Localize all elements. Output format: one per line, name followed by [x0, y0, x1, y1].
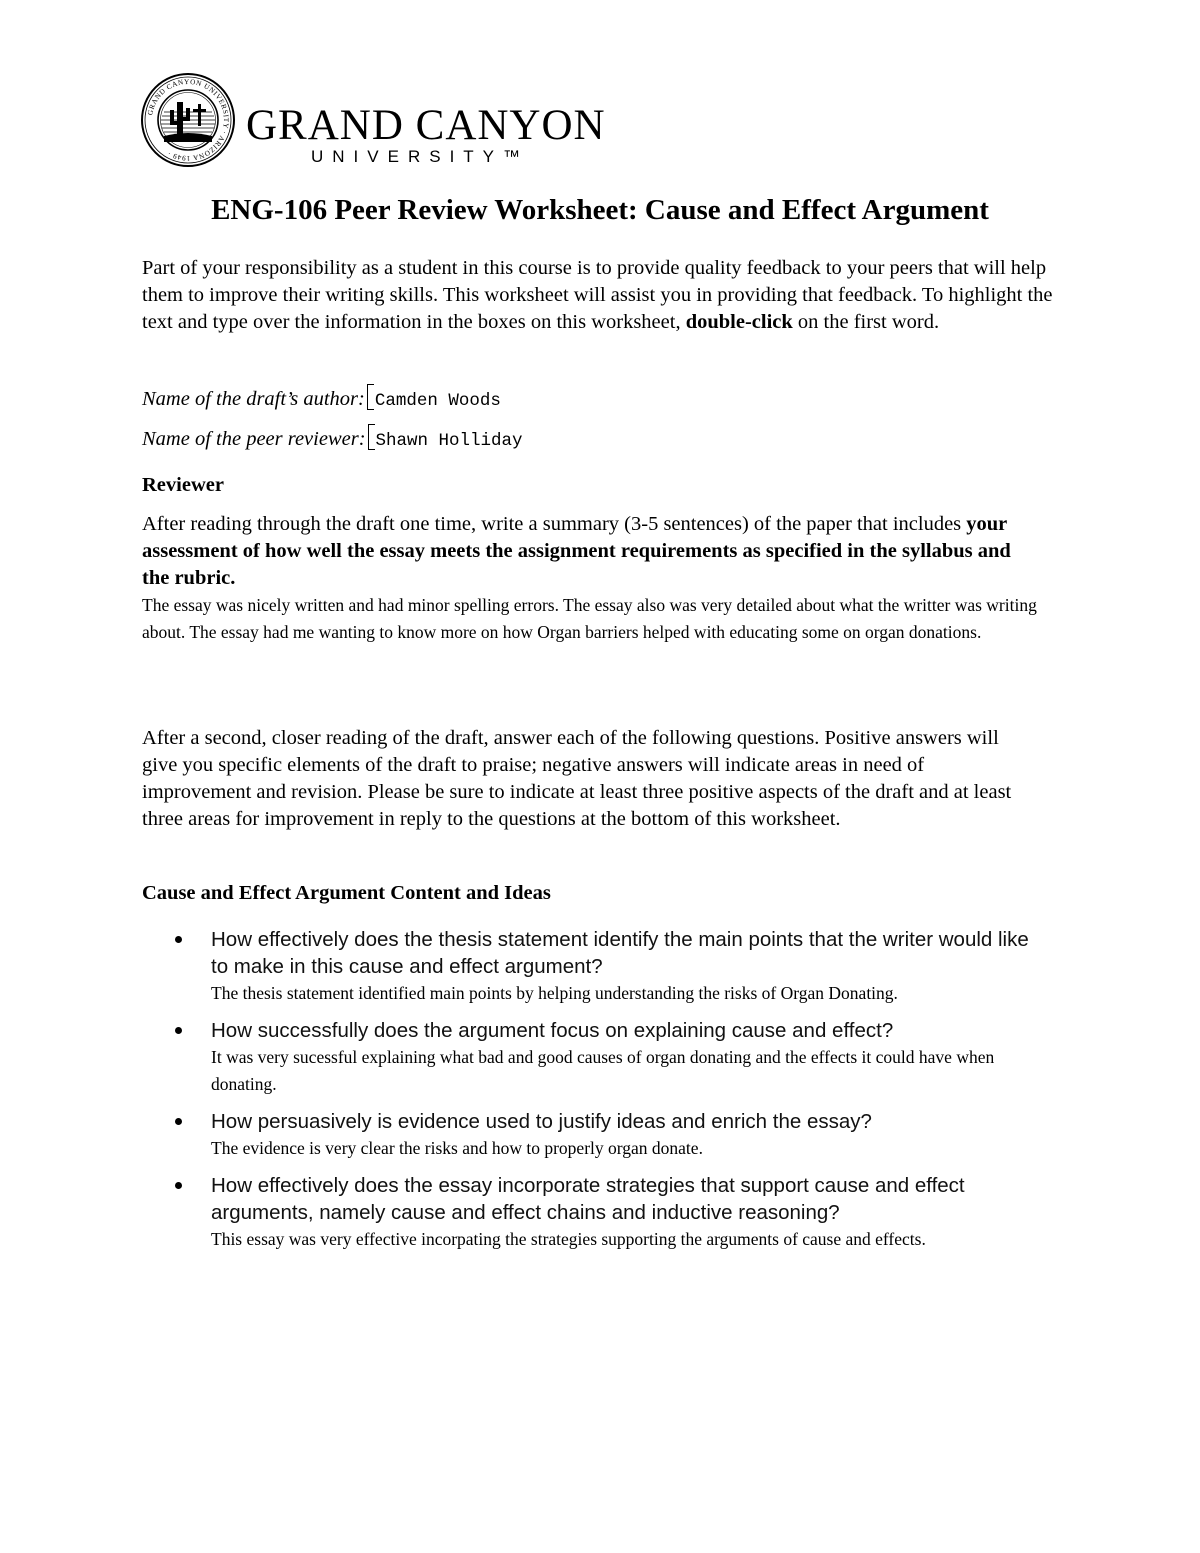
reviewer-heading: Reviewer: [142, 474, 224, 496]
intro-paragraph: [142, 255, 1062, 336]
intro-text: Part of your responsibility as a student in this course is to provide quality feedback to your peers that will help them to improve their writing skills. This worksheet will assist you in providing that feedback. To highlight the text and type over the information in the boxes on this worksheet,: [142, 257, 1053, 333]
reviewer-prompt: [142, 511, 1022, 592]
list-item: [142, 1172, 1042, 1253]
page-title: ENG-106 Peer Review Worksheet: Cause and Effect Argument: [211, 194, 989, 226]
author-input[interactable]: Camden Woods: [374, 391, 501, 411]
bullet-icon: [175, 1182, 182, 1189]
question-text: How effectively does the essay incorporate strategies that support cause and effect arguments, namely cause and effect chains and inductive reasoning?: [211, 1174, 965, 1224]
intro-bold-text: double-click: [685, 311, 793, 333]
answer-text[interactable]: The thesis statement identified main points by helping understanding the risks of Organ Donating.: [211, 983, 898, 1003]
list-item: [142, 1017, 1042, 1098]
answer-text[interactable]: The evidence is very clear the risks and how to properly organ donate.: [211, 1138, 703, 1158]
list-item: [142, 1108, 1042, 1162]
reviewer-prompt-bold: your assessment of how well the essay meets the assignment requirements as specified in the syllabus and the rubric.: [142, 513, 1011, 589]
answer-text[interactable]: It was very sucessful explaining what bad and good causes of organ donating and the effects it could have when donating.: [211, 1047, 995, 1094]
form-field-bracket: [368, 424, 375, 450]
svg-text:GRAND CANYON UNIVERSITY · ARIZ: GRAND CANYON UNIVERSITY · ARIZONA 1949 ·: [146, 77, 231, 163]
author-field-row: [142, 384, 501, 415]
list-item: [142, 926, 1042, 1007]
bullet-icon: [175, 1027, 182, 1034]
bullet-icon: [175, 936, 182, 943]
questions-list: [142, 926, 1042, 1263]
question-text: How persuasively is evidence used to justify ideas and enrich the essay?: [211, 1110, 872, 1133]
university-subtitle: UNIVERSITY™: [311, 147, 530, 166]
university-seal-icon: [140, 72, 236, 168]
question-text: How effectively does the thesis statement identify the main points that the writer would like to make in this cause and effect argument?: [211, 928, 1029, 978]
reviewer-input[interactable]: Shawn Holliday: [375, 431, 523, 451]
reviewer-prompt-text: After reading through the draft one time, write a summary (3-5 sentences) of the paper that includes: [142, 513, 967, 535]
intro-text-end: on the first word.: [792, 311, 940, 333]
content-ideas-heading: Cause and Effect Argument Content and Ideas: [142, 882, 551, 904]
summary-response[interactable]: The essay was nicely written and had minor spelling errors. The essay also was very detailed about what the writter was writing about. The essay had me wanting to know more on how Organ barriers helped with educating some on organ donations.: [142, 595, 1037, 642]
form-field-bracket: [367, 384, 374, 410]
university-name: GRAND CANYON: [246, 102, 606, 149]
reviewer-field-row: [142, 424, 523, 455]
answer-text[interactable]: This essay was very effective incorpating the strategies supporting the arguments of cause and effects.: [211, 1229, 926, 1249]
author-label: Name of the draft’s author:: [142, 388, 365, 410]
second-reading-paragraph: After a second, closer reading of the draft, answer each of the following questions. Positive answers will give you specific elements of the draft to praise; negative answers will indicate areas in need of improvement and revision. Please be sure to indicate at least three positive aspects of the draft and at least three areas for improvement in reply to the questions at the bottom of this worksheet.: [142, 727, 1012, 830]
bullet-icon: [175, 1118, 182, 1125]
university-logo: [140, 72, 606, 168]
question-text: How successfully does the argument focus on explaining cause and effect?: [211, 1019, 894, 1042]
reviewer-label: Name of the peer reviewer:: [142, 428, 366, 450]
